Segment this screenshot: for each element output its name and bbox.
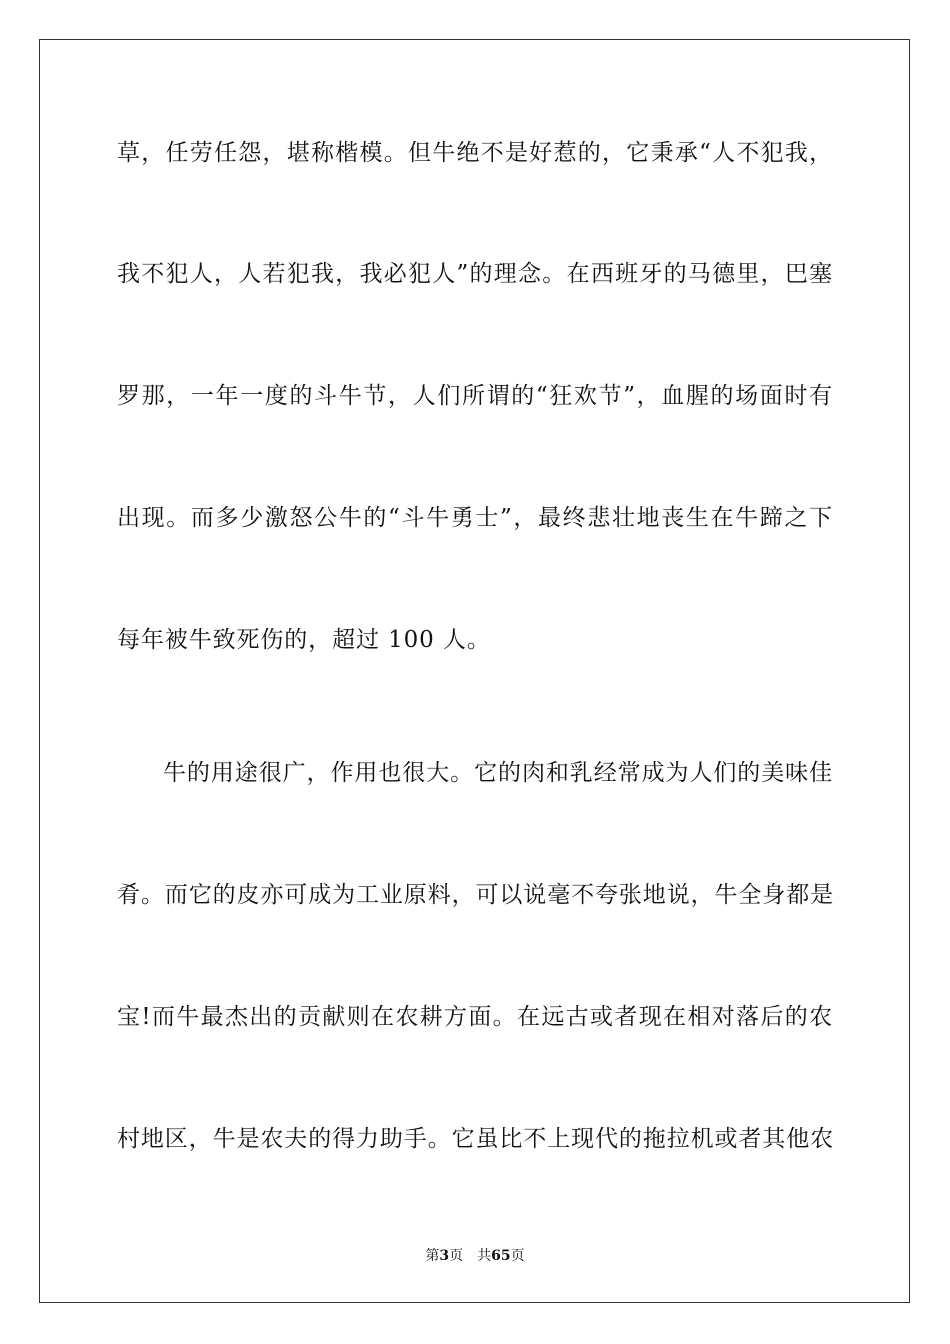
page-number: 3 bbox=[439, 1248, 450, 1264]
page-prefix: 第 bbox=[425, 1248, 440, 1264]
total-pages: 65 bbox=[491, 1248, 511, 1264]
page-border bbox=[39, 39, 910, 1303]
body-text-line: 我不犯人，人若犯我，我必犯人”的理念。在西班牙的马德里，巴塞 bbox=[117, 261, 833, 287]
body-text-line: 出现。而多少激怒公牛的“斗牛勇士”，最终悲壮地丧生在牛蹄之下 bbox=[117, 505, 833, 531]
body-text-line: 肴。而它的皮亦可成为工业原料，可以说毫不夸张地说，牛全身都是 bbox=[117, 882, 834, 908]
page-suffix: 页 bbox=[449, 1248, 464, 1264]
total-suffix: 页 bbox=[510, 1248, 525, 1264]
body-text-line: 宝!而牛最杰出的贡献则在农耕方面。在远古或者现在相对落后的农 bbox=[117, 1004, 833, 1030]
total-prefix: 共 bbox=[477, 1248, 492, 1264]
page-footer bbox=[0, 1246, 950, 1266]
body-text-line: 村地区，牛是农夫的得力助手。它虽比不上现代的拖拉机或者其他农 bbox=[117, 1126, 834, 1152]
body-text-line: 每年被牛致死伤的，超过 100 人。 bbox=[117, 627, 491, 653]
paragraph-first-line: 牛的用途很广，作用也很大。它的肉和乳经常成为人们的美味佳 bbox=[163, 760, 833, 786]
body-text-line: 罗那，一年一度的斗牛节，人们所谓的“狂欢节”，血腥的场面时有 bbox=[117, 383, 833, 409]
body-text-line: 草，任劳任怨，堪称楷模。但牛绝不是好惹的，它秉承“人不犯我， bbox=[117, 140, 833, 166]
